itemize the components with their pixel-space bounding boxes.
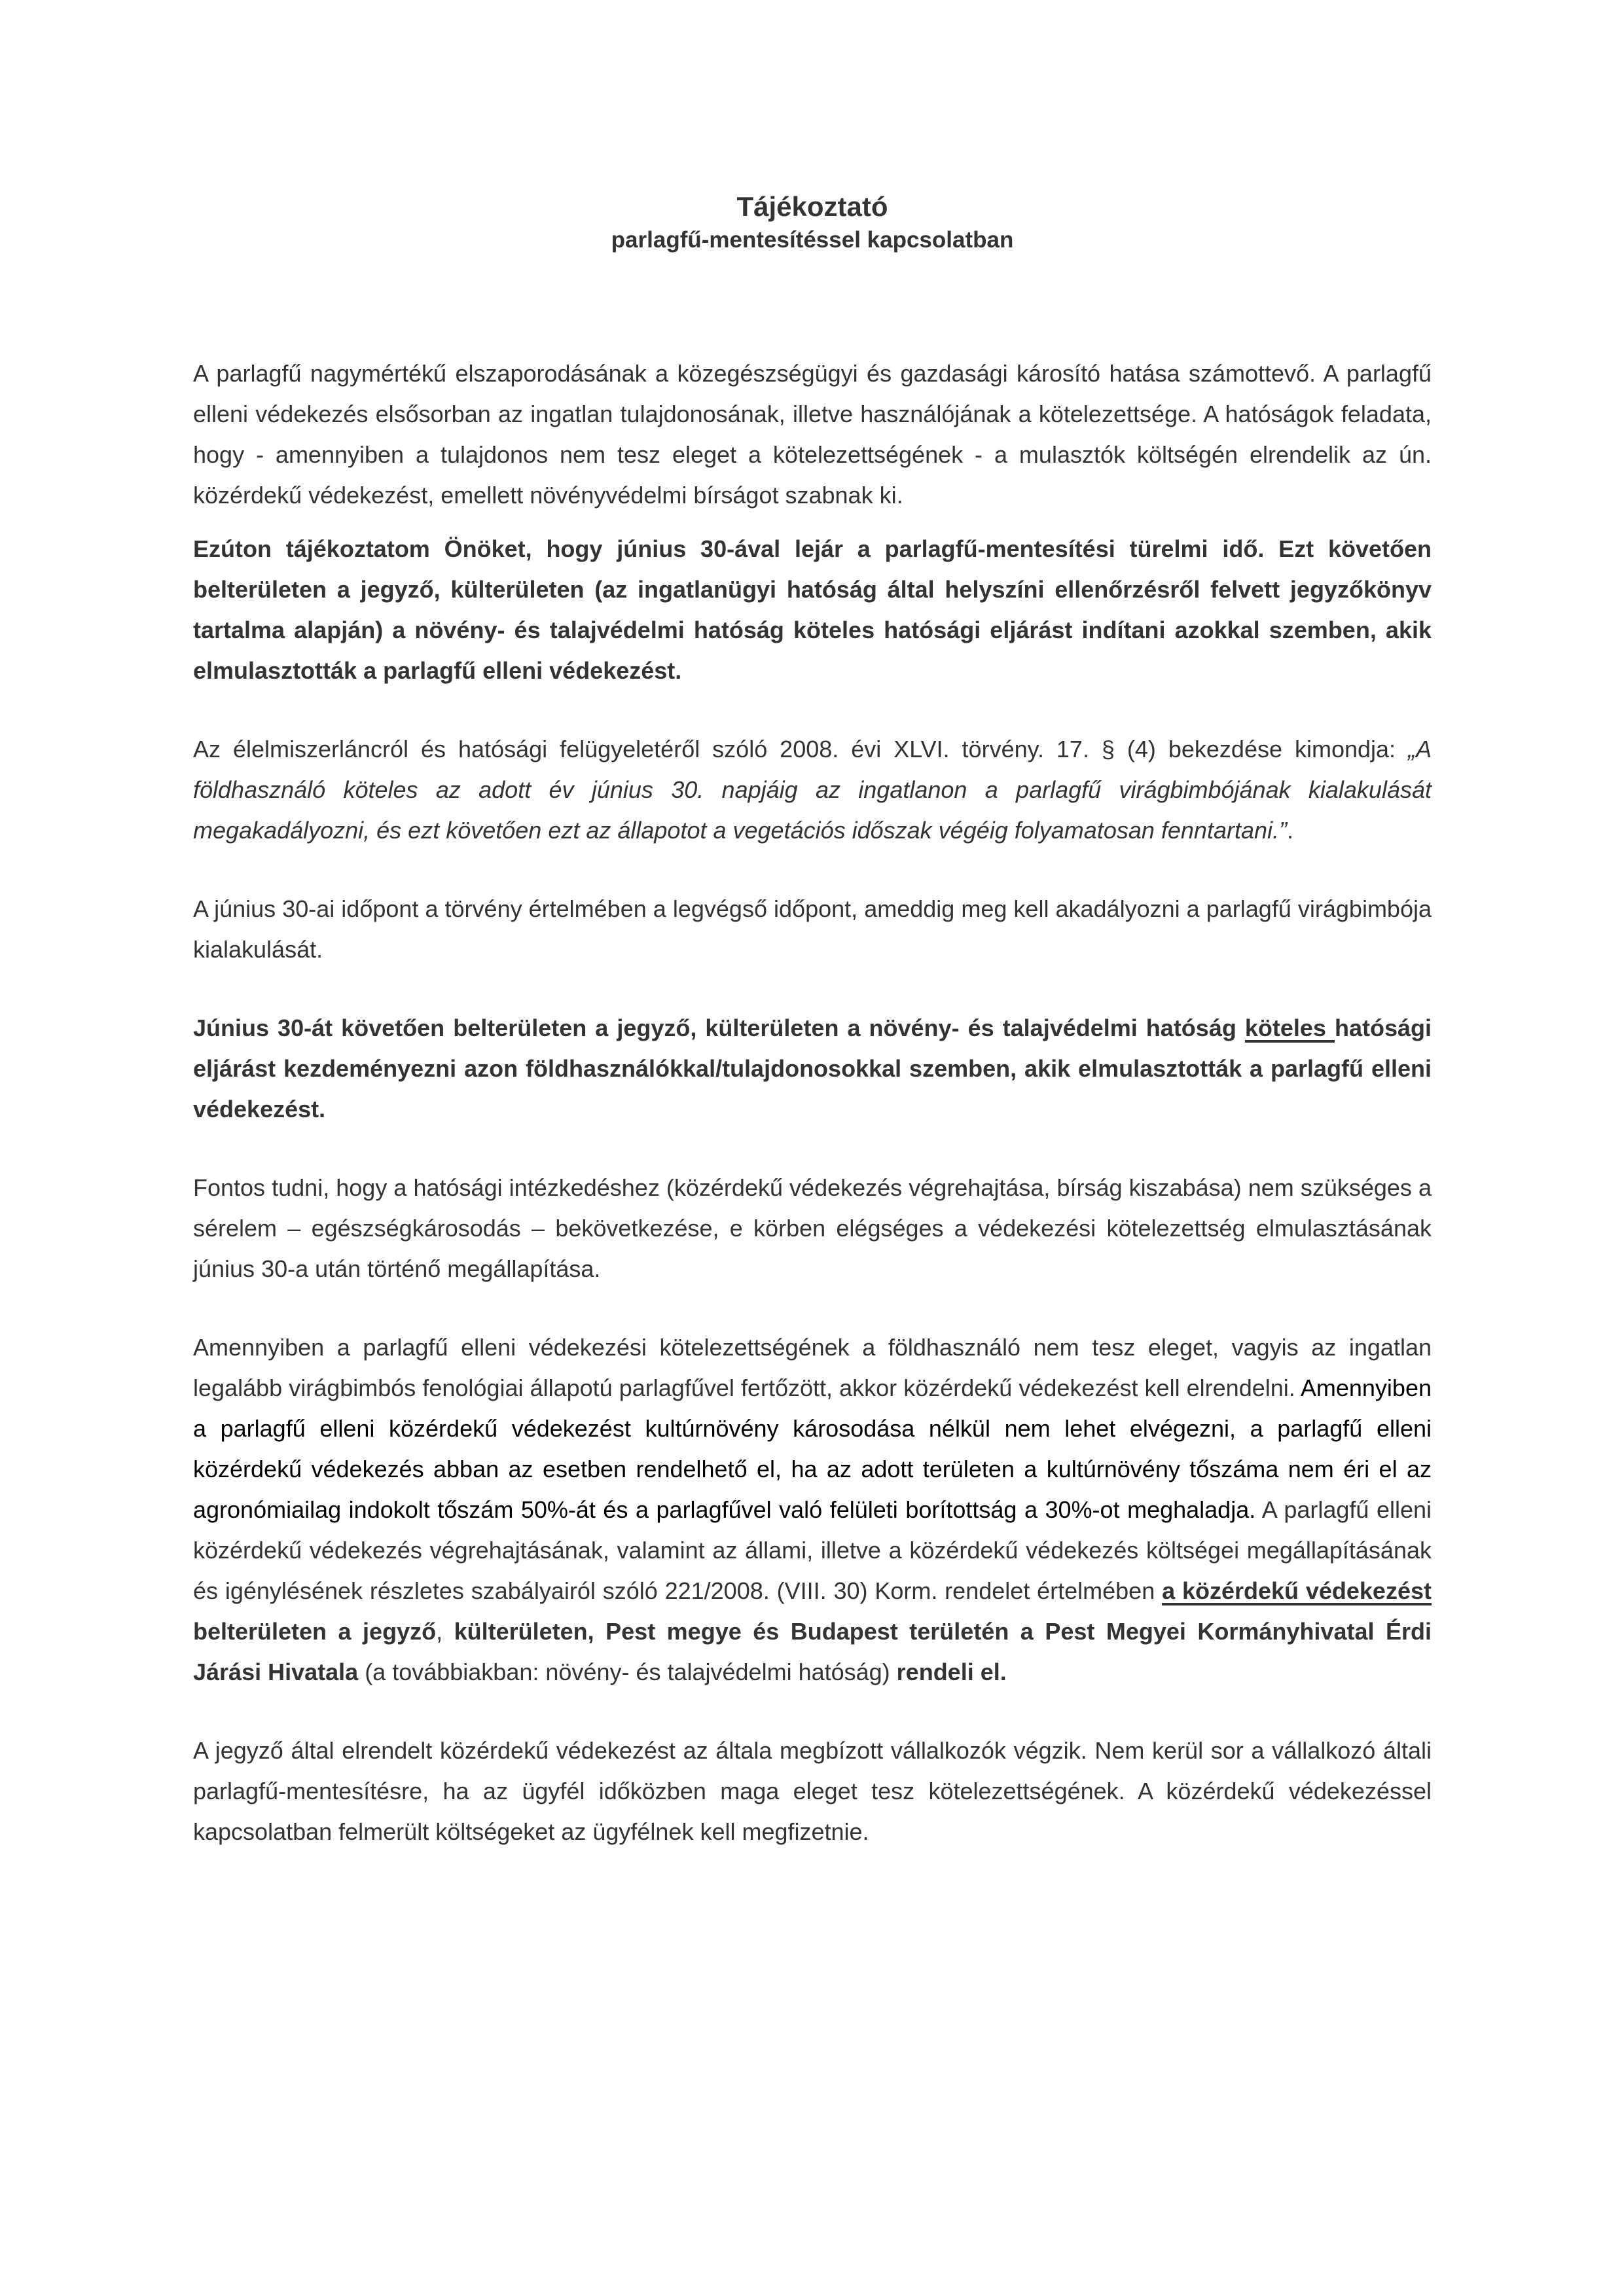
paragraph-mandatory-procedure: [193, 1008, 1432, 1130]
procedure-text-1: Június 30-át követően belterületen a jegyző, külterületen a növény- és talajvédelmi hatóság: [193, 1014, 1245, 1041]
underlined-public-defense: a közérdekű védekezést: [1162, 1577, 1432, 1604]
comma: ,: [436, 1618, 454, 1645]
paragraph-deadline-notice: Ezúton tájékoztatom Önöket, hogy június 30-ával lejár a parlagfű-mentesítési türelmi idő. Ezt követően belterületen a jegyző, külterületen (az ingatlanügyi hatóság által helyszíni ellenőrzésről felvett jegyzőkönyv tartalma alapján) a növény- és talajvédelmi hatóság köteles hatósági eljárást indítani azokkal szemben, akik elmulasztották a parlagfű elleni védekezést.: [193, 535, 1432, 684]
document-page: [193, 190, 1432, 1852]
paragraph-important-note: Fontos tudni, hogy a hatósági intézkedéshez (közérdekű védekezés végrehajtása, bírság kiszabása) nem szükséges a sérelem – egészségkárosodás – bekövetkezése, e körben elégséges a védekezési kötelezettség elmulasztásának június 30-a után történő megállapítása.: [193, 1174, 1432, 1282]
underlined-koteles: köteles: [1244, 1014, 1335, 1041]
paragraph-final-deadline: A június 30-ai időpont a törvény értelmében a legvégső időpont, ameddig meg kell akadályozni a parlagfű virágbimbója kialakulását.: [193, 895, 1432, 963]
bold-orders: rendeli el.: [896, 1659, 1007, 1685]
procedure-text-2: hatósági eljárást kezdeményezni azon földhasználókkal/tulajdonosokkal szemben, akik elmulasztották a parlagfű elleni védekezést.: [193, 1014, 1432, 1122]
paragraph-law-quote: [193, 729, 1432, 851]
law-reference: Az élelmiszerláncról és hatósági felügyeletéről szóló 2008. évi XLVI. törvény. 17. § (4) bekezdése kimondja:: [193, 736, 1408, 762]
law-quote: „A földhasználó köteles az adott év június 30. napjáig az ingatlanon a parlagfű virágbimbójának kialakulását megakadályozni, és ezt követően ezt az állapotot a vegetációs időszak végéig folyamatosan fenntartani.”: [193, 736, 1432, 844]
defense-crop-condition: Amennyiben a parlagfű elleni közérdekű védekezést kultúrnövény károsodása nélkül nem lehet elvégezni, a parlagfű elleni közérdekű védekezés abban az esetben rendelhető el, ha az adott területen a kultúrnövény tőszáma nem éri el az agronómiailag indokolt tőszám 50%-át és a parlagfűvel való felületi borítottság a 30%-ot meghaladja.: [193, 1374, 1432, 1523]
defense-text-1: Amennyiben a parlagfű elleni védekezési kötelezettségének a földhasználó nem tesz eleget, vagyis az ingatlan legalább virágbimbós fenológiai állapotú parlagfűvel fertőzött, akkor közérdekű védekezést kell elrendelni.: [193, 1334, 1432, 1401]
defense-text-3: (a továbbiakban: növény- és talajvédelmi hatóság): [358, 1659, 897, 1685]
law-quote-end: .: [1287, 817, 1294, 844]
document-subtitle: parlagfű-mentesítéssel kapcsolatban: [611, 227, 1014, 253]
title-block: [193, 190, 1432, 257]
defense-text-2: A parlagfű elleni közérdekű védekezés végrehajtásának, valamint az állami, illetve a közérdekű védekezés költségei megállapításának és igénylésének részletes szabályairól szóló 221/2008. (VIII. 30) Korm. rendelet értelmében: [193, 1496, 1432, 1604]
document-title: Tájékoztató: [736, 191, 888, 222]
paragraph-public-interest-defense: [193, 1327, 1432, 1693]
paragraph-intro: A parlagfű nagymértékű elszaporodásának a közegészségügyi és gazdasági károsító hatása számottevő. A parlagfű elleni védekezés elsősorban az ingatlan tulajdonosának, illetve használójának a kötelezettsége. A hatóságok feladata, hogy - amennyiben a tulajdonos nem tesz eleget a kötelezettségének - a mulasztók költségén elrendelik az ún. közérdekű védekezést, emellett növényvédelmi bírságot szabnak ki.: [193, 360, 1432, 509]
bold-notary: belterületen a jegyző: [193, 1618, 437, 1645]
bold-authority: külterületen, Pest megye és Budapest területén a Pest Megyei Kormányhivatal Érdi Járási Hivatala: [193, 1618, 1432, 1685]
paragraph-contractors: A jegyző által elrendelt közérdekű védekezést az általa megbízott vállalkozók végzik. Nem kerül sor a vállalkozó általi parlagfű-mentesítésre, ha az ügyfél időközben maga eleget tesz kötelezettségének. A közérdekű védekezéssel kapcsolatban felmerült költségeket az ügyfélnek kell megfizetnie.: [193, 1737, 1432, 1845]
